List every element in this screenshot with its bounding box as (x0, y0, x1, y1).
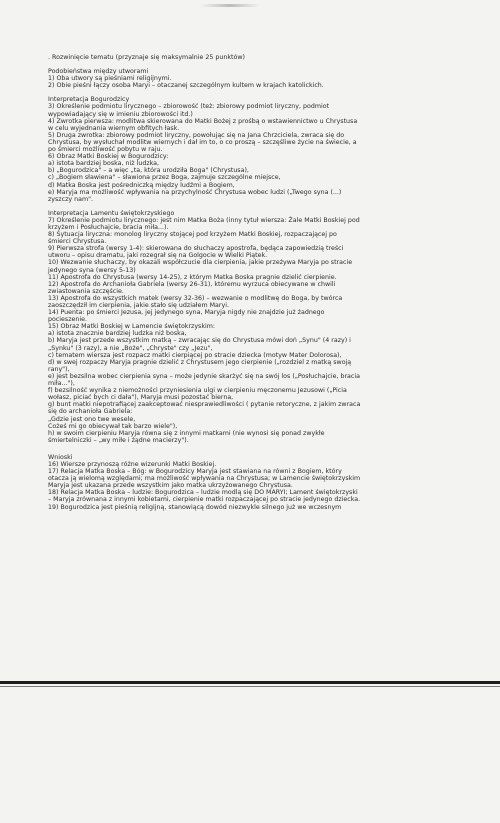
bogurodzica-line: 6) Obraz Matki Boskiej w Bogurodzicy: (48, 153, 169, 161)
bogurodzica-section (48, 96, 484, 202)
section-heading: . Rozwinięcie tematu (przyznaje się maksymalnie 25 punktów) (48, 54, 245, 61)
conclusion-line: otacza ją wielomą względami; ma możliwość wpływania na Chrystusa; w Lamencie świętokrzyskim (48, 475, 361, 483)
bogurodzica-line: w celu wyjednania wiernym obfitych łask. (48, 124, 180, 132)
bogurodzica-line: e) Maryja ma możliwość wpływania na przychylność Chrystusa wobec ludzi („Twego syna (...) (48, 188, 342, 196)
bogurodzica-line: 4) Zwrotka pierwsza: modlitwa skierowana do Matki Bożej z prośbą o wstawiennictwo u Chrystusa (48, 117, 358, 125)
lament-line: „Synku" (3 razy), a nie „Boże", „Chryste" czy „Jezu", (48, 344, 213, 352)
bogurodzica-line: b) „Bogurodzica" – a więc „ta, która urodziła Boga" (Chrystusa), (48, 167, 249, 175)
lament-line: 12) Apostrofa do Archanioła Gabriela (wersy 26-31), któremu wyrzuca obiecywane w chwili (48, 280, 336, 288)
lament-line: g) bunt matki niepotrafiącej zaakceptować niesprawiedliwości ( pytanie retoryczne, z jakim zwraca (48, 401, 361, 409)
scan-edge-line (0, 681, 500, 684)
lament-line: Cożeś mi go obiecywał tak barzo wiele"), (48, 422, 178, 430)
lament-line: utworu – opisu dramatu, jaki rozegrał się na Golgocie w Wielki Piątek. (48, 252, 268, 260)
conclusion-line: – Maryja zrównana z innymi kobietami, cierpienie matki rozpaczającej po stracie jedynego dziecka. (48, 496, 361, 504)
scan-smudge (200, 4, 260, 7)
lament-line: się do archanioła Gabriela: (48, 408, 133, 416)
conclusions-section (48, 454, 484, 511)
lament-line: a) istota znacznie bardziej ludzka niż boska, (48, 330, 187, 338)
bogurodzica-line: Chrystusa, by wysłuchał modlitw wiernych i dał im to, o co proszą – szczęśliwe życie na świecie, a (48, 138, 357, 146)
conclusion-line: 19) Bogurodzica jest pieśnią religijną, stanowiącą dowód niezwykle silnego już we wczesnym (48, 503, 342, 511)
lament-line: 9) Pierwsza strofa (wersy 1-4): skierowana do słuchaczy apostrofa, będąca zapowiedzią treści (48, 245, 344, 253)
lament-line: c) tematem wiersza jest rozpacz matki cierpiącej po stracie dziecka (motyw Mater Dolorosa), (48, 351, 342, 359)
lament-line: d) w swej rozpaczy Maryja pragnie dzielić z Chrystusem jego cierpienie („rozdziel z matką swoją (48, 358, 352, 366)
lament-line: krzyżem i Posłuchajcie, bracia miła...). (48, 223, 169, 231)
lament-line: f) bezsilność wynika z niemożności przyniesienia ulgi w cierpieniu męczonemu Jezusowi („Picia (48, 387, 347, 395)
scan-edge-shadow (0, 686, 500, 687)
lament-title: Interpretacja Lamentu świętokrzyskiego (48, 209, 175, 217)
lament-section (48, 210, 484, 444)
lament-line: śmiertelniczki – „wy miłe i żądne macierzy"). (48, 436, 189, 444)
lament-line: 7) Określenie podmiotu lirycznego: jest nim Matka Boża (inny tytuł wiersza: Żale Matki Boskiej pod (48, 216, 360, 224)
bogurodzica-line: d) Matka Boska jest pośredniczką między ludźmi a Bogiem, (48, 181, 235, 189)
similarities-section (48, 68, 484, 89)
conclusion-line: 18) Relacja Matka Boska – ludzie: Bogurodzica – ludzie modlą się DO MARYI; Lament świętokrzyski (48, 489, 358, 497)
similarity-item: 2) Obie pieśni łączy osoba Maryi – otaczanej szczególnym kultem w krajach katolickich. (48, 82, 324, 90)
lament-line: 15) Obraz Matki Boskiej w Lamencie świętokrzyskim: (48, 323, 215, 331)
lament-line: zaoszczędził im cierpienia, jakie stało się udziałem Maryi. (48, 302, 229, 309)
bogurodzica-line: zyszczy nam". (48, 195, 93, 203)
lament-line: e) jest bezsilna wobec cierpienia syna – może jedynie skarżyć się na swój los („Posłuchajcie, bracia (48, 372, 360, 380)
lament-line: 10) Wezwanie słuchaczy, by okazali współczucie dla cierpienia, jakie przeżywa Maryja po stracie (48, 259, 353, 267)
lament-line: 14) Puenta: po śmierci Jezusa, jej jedynego syna, Maryja nigdy nie znajdzie już żadnego (48, 309, 325, 317)
conclusion-line: Maryja jest ukazana przede wszystkim jako matka ukrzyżowanego Chrystusa. (48, 482, 293, 490)
lament-line: h) w swoim cierpieniu Maryja równa się z innymi matkami (nie wynosi się ponad zwykłe (48, 429, 325, 437)
lament-line: pocieszenie. (48, 316, 88, 324)
lament-line: zwiastowania szczęście. (48, 287, 124, 295)
lament-line: „Gdzie jest ono twe wesele, (48, 415, 136, 423)
bogurodzica-line: 5) Druga zwrotka: zbiorowy podmiot liryczny, powołując się na Jana Chrzciciela, zwraca się do (48, 131, 345, 139)
lament-line: miła..."), (48, 380, 75, 388)
bogurodzica-line: 3) Określenie podmiotu lirycznego – zbiorowość (też: zbiorowy podmiot liryczny, podmiot (48, 103, 330, 111)
bogurodzica-line: c) „Bogiem sławiena" – sławiona przez Boga, zajmuje szczególne miejsce, (48, 174, 281, 182)
lament-line: 11) Apostrofa do Chrystusa (wersy 14-25), z którym Matka Boska pragnie dzielić cierpienie. (48, 273, 337, 281)
conclusions-title: Wnioski (48, 453, 73, 461)
document-body (48, 54, 484, 511)
bogurodzica-line: po śmierci możliwość pobytu w raju. (48, 146, 163, 154)
lament-line: rany"), (48, 365, 70, 373)
similarities-title: Podobieństwa między utworami (48, 68, 149, 76)
lament-line: 13) Apostrofa do wszystkich matek (wersy 32-36) – wezwanie o modlitwę do Boga, by twórca (48, 294, 343, 302)
bogurodzica-line: a) istota bardziej boska, niż ludzka, (48, 160, 160, 168)
lament-line: b) Maryja jest przede wszystkim matką – zwracając się do Chrystusa mówi doń „Synu" (4 razy) i (48, 337, 351, 345)
conclusion-line: 16) Wiersze przynoszą różne wizerunki Matki Boskiej. (48, 460, 217, 468)
lament-line: 8) Sytuacja liryczna: monolog liryczny stojącej pod krzyżem Matki Boskiej, rozpaczającej po (48, 231, 337, 239)
conclusion-line: 17) Relacja Matka Boska – Bóg: w Bogurodzicy Maryja jest stawiana na równi z Bogiem, który (48, 468, 342, 476)
lament-line: śmierci Chrystusa. (48, 238, 107, 246)
lament-line: jedynego syna (wersy 5-13) (48, 266, 136, 274)
bogurodzica-title: Interpretacja Bogurodzicy (48, 96, 130, 104)
bogurodzica-line: wypowiadający się w imieniu zbiorowości itd.) (48, 110, 193, 118)
similarity-item: 1) Oba utwory są pieśniami religijnymi. (48, 75, 172, 83)
lament-line: wołasz, piciać bych ci dała"), Maryja musi pozostać bierna, (48, 394, 234, 402)
